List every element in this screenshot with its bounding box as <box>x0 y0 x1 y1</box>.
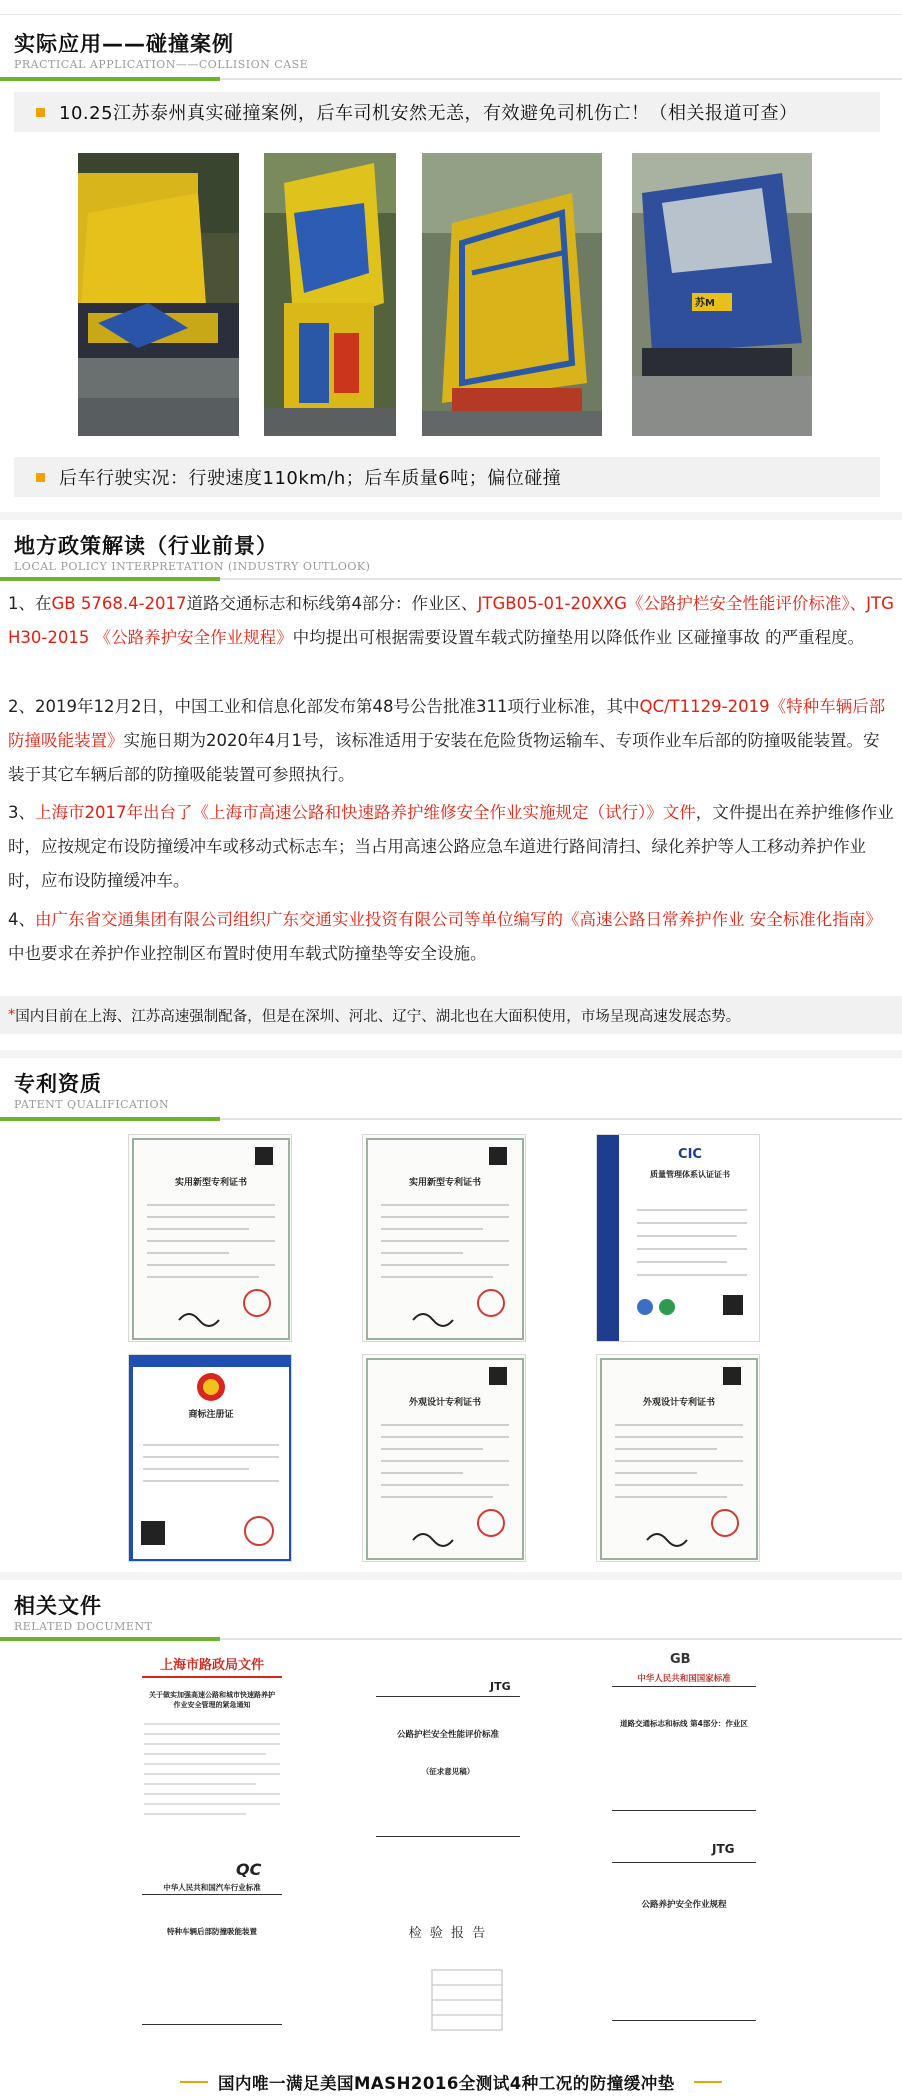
section-accent-bar <box>0 77 220 81</box>
case-text: 10.25江苏泰州真实碰撞案例，后车司机安然无恙，有效避免司机伤亡！（相关报道可查） <box>59 103 798 124</box>
policy-3b: 上海市2017年出台了《上海市高速公路和快速路养护维修安全作业实施规定（试行）》文件 <box>35 803 696 822</box>
top-divider <box>0 14 902 15</box>
cert-heading: 商标注册证 <box>188 1410 234 1420</box>
doc-qc-title: 特种车辆后部防撞吸能装置 <box>167 1927 257 1936</box>
policy-4c: 中也要求在养护作业控制区布置时使用车载式防撞垫等安全设施。 <box>8 944 487 963</box>
note-text: 国内目前在上海、江苏高速强制配备，但是在深圳、河北、辽宁、湖北也在大面积使用，市场呈现高速发展态势。 <box>15 1008 741 1025</box>
detail-text: 后车行驶实况：行驶速度110km/h；后车质量6吨；偏位碰撞 <box>59 468 562 489</box>
doc-gb-header: 中华人民共和国国家标准 <box>637 1674 731 1684</box>
policy-1b: GB 5768.4-2017 <box>51 594 187 613</box>
section-subtitle-documents: RELATED DOCUMENT <box>14 1620 153 1633</box>
section-subtitle-collision: PRACTICAL APPLICATION——COLLISION CASE <box>14 58 309 71</box>
plate-text: 苏M <box>695 298 715 309</box>
policy-paragraph-3 <box>8 796 894 898</box>
doc-gb-title: 道路交通标志和标线 第4部分：作业区 <box>620 1719 748 1728</box>
doc-gb-standard <box>608 1650 760 1820</box>
market-note <box>0 996 902 1034</box>
section-title-collision: 实际应用——碰撞案例 <box>14 32 234 56</box>
policy-paragraph-4 <box>8 903 894 971</box>
section-accent-bar <box>0 577 220 581</box>
cert-logo-cic: CIC <box>678 1147 702 1162</box>
cert-heading: 实用新型专利证书 <box>174 1178 247 1188</box>
policy-2c: 实施日期为2020年4月1号，该标准适用于安装在危险货物运输车、专项作业车后部的防撞吸能装置。安装于其它车辆后部的防撞吸能装置可参照执行。 <box>8 731 880 784</box>
collision-photo-4 <box>632 153 812 436</box>
cert-quality-system <box>596 1134 760 1342</box>
cert-heading: 实用新型专利证书 <box>408 1178 481 1188</box>
collision-photo-1 <box>78 153 239 436</box>
doc-rule <box>612 1810 756 1811</box>
doc-shanghai-title: 关于做实加强高速公路和城市快速路养护作业安全管理的紧急通知 <box>149 1691 275 1709</box>
doc-qc-header: 中华人民共和国汽车行业标准 <box>163 1883 261 1892</box>
section-subtitle-policy: LOCAL POLICY INTERPRETATION (INDUSTRY OUTLOOK) <box>14 560 371 573</box>
bullet-square-icon <box>36 108 45 117</box>
doc-jtg2-title: 公路养护安全作业规程 <box>641 1900 727 1910</box>
cert-trademark <box>128 1354 292 1562</box>
collision-photo-3 <box>422 153 602 436</box>
policy-2a: 2、2019年12月2日，中国工业和信息化部发布第48号公告批准311项行业标准，其中 <box>8 697 640 716</box>
doc-rule <box>142 1894 282 1895</box>
cert-utility-model-2 <box>362 1134 526 1342</box>
case-bullet <box>14 92 880 132</box>
doc-jtg-barrier-standard <box>372 1680 524 1848</box>
doc-jtg2-mark: JTG <box>712 1842 735 1856</box>
note-star: * <box>8 1007 16 1023</box>
policy-1d: JTGB05-01-20XXG《公路护栏安全性能评价标准》、JTG H30-2015 《公路养护安全作业规程》 <box>8 594 894 647</box>
bullet-square-icon <box>36 473 45 482</box>
policy-1c: 道路交通标志和标线第4部分：作业区、 <box>186 594 478 613</box>
doc-jtg-safety-code <box>608 1822 760 2036</box>
section-accent-bar <box>0 1117 220 1121</box>
doc-jtg-mark: JTG <box>490 1680 511 1693</box>
doc-jtg-title: 公路护栏安全性能评价标准 <box>396 1730 499 1740</box>
policy-paragraph-1 <box>8 587 894 655</box>
doc-rule <box>612 1686 756 1687</box>
policy-paragraph-2 <box>8 690 894 792</box>
policy-4b: 由广东省交通集团有限公司组织广东交通实业投资有限公司等单位编写的《高速公路日常养护作业 安全标准化指南》 <box>35 910 882 929</box>
policy-4a: 4、 <box>8 910 35 929</box>
footer-right-rule <box>694 2081 722 2083</box>
policy-1a: 1、在 <box>8 594 52 613</box>
doc-red-rule <box>142 1676 282 1678</box>
section-gap <box>0 1572 902 1580</box>
cert-design-patent-2 <box>596 1354 760 1562</box>
section-title-patent: 专利资质 <box>14 1072 102 1096</box>
collision-photo-2 <box>264 153 396 436</box>
doc-rule <box>612 1862 756 1863</box>
doc-inspection-report <box>372 1852 524 2040</box>
doc-qc-standard <box>136 1854 288 2036</box>
doc-gb-mark: GB <box>670 1652 691 1667</box>
cert-design-patent-1 <box>362 1354 526 1562</box>
doc-shanghai-header: 上海市路政局文件 <box>159 1658 264 1673</box>
section-gap <box>0 1050 902 1058</box>
doc-rule <box>612 2020 756 2021</box>
policy-1e: 中均提出可根据需要设置车载式防撞垫用以降低作业 区碰撞事故 的严重程度。 <box>292 628 865 647</box>
doc-rule <box>376 1836 520 1837</box>
policy-2b: QC/T1129-2019《特种车辆后部防撞吸能装置》 <box>8 697 886 750</box>
footer-left-rule <box>180 2081 208 2083</box>
section-subtitle-patent: PATENT QUALIFICATION <box>14 1098 170 1111</box>
doc-rule <box>376 1696 520 1697</box>
doc-shanghai-notice <box>136 1650 288 1850</box>
footer-slogan: 国内唯一满足美国MASH2016全测试4种工况的防撞缓冲垫 <box>218 2074 675 2093</box>
section-gap <box>0 512 902 520</box>
doc-rule <box>142 2024 282 2025</box>
section-accent-bar <box>0 1637 220 1641</box>
section-title-policy: 地方政策解读（行业前景） <box>14 534 278 558</box>
cert-utility-model-1 <box>128 1134 292 1342</box>
policy-3a: 3、 <box>8 803 35 822</box>
policy-3c: ，文件提出在养护维修作业时，应按规定布设防撞缓冲车或移动式标志车；当占用高速公路应急车道进行路间清扫、绿化养护等人工移动养护作业时，应布设防撞缓冲车。 <box>8 803 894 890</box>
cert-heading: 外观设计专利证书 <box>408 1398 481 1408</box>
doc-jtg-subtitle: （征求意见稿） <box>421 1767 475 1776</box>
section-title-documents: 相关文件 <box>14 1594 102 1618</box>
doc-report-title: 检 验 报 告 <box>408 1926 488 1941</box>
cert-heading: 质量管理体系认证证书 <box>650 1170 730 1179</box>
detail-bullet <box>14 457 880 497</box>
cert-heading: 外观设计专利证书 <box>642 1398 715 1408</box>
doc-qc-mark: QC <box>236 1860 262 1879</box>
